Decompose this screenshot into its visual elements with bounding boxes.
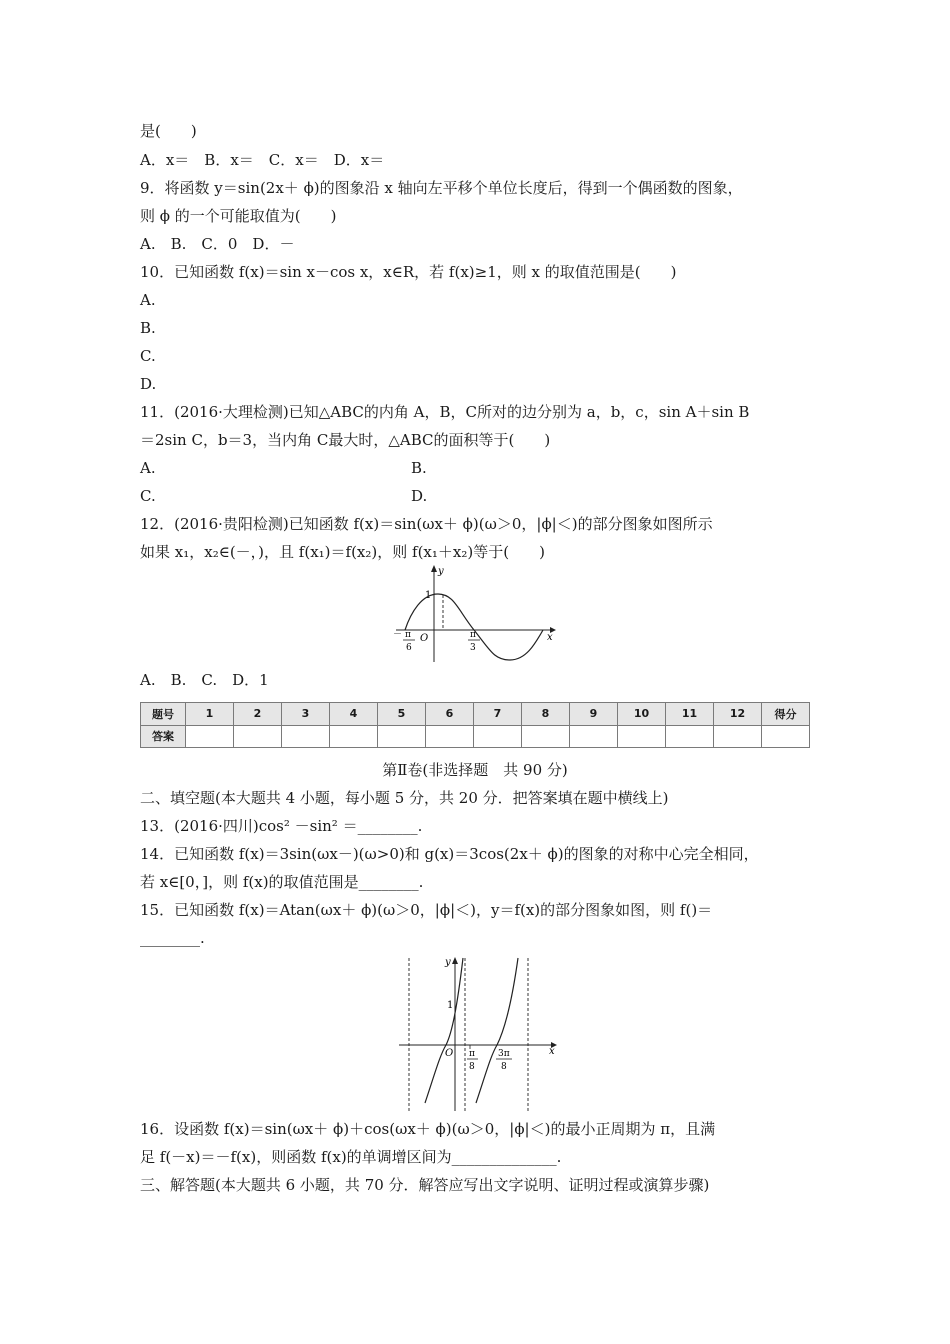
answer-table-number: 9	[570, 703, 618, 726]
answer-table-header-label: 题号	[141, 703, 186, 726]
answer-table-number: 7	[474, 703, 522, 726]
answer-cell[interactable]	[234, 725, 282, 748]
q9-stem-line1: 9．将函数 y＝sin(2x＋ ϕ)的图象沿 x 轴向左平移个单位长度后，得到一个偶函数的图象，	[140, 179, 743, 197]
tick1-denominator: 8	[469, 1062, 475, 1072]
answer-cell[interactable]	[618, 725, 666, 748]
q9-options: A. B. C．0 D．－	[140, 235, 295, 253]
tick-right-pi: π	[470, 630, 476, 640]
q15-stem-line1: 15．已知函数 f(x)＝Atan(ωx＋ ϕ)(ω＞0，|ϕ|＜)，y＝f(x)的部分图象如图，则 f()＝	[140, 901, 713, 919]
q12-stem-line2: 如果 x₁，x₂∈(－，)，且 f(x₁)＝f(x₂)，则 f(x₁＋x₂)等于( )	[140, 543, 545, 561]
answer-table-number: 6	[426, 703, 474, 726]
answer-cell[interactable]	[714, 725, 762, 748]
answer-table-number: 11	[666, 703, 714, 726]
answer-table-number: 3	[282, 703, 330, 726]
q11-option-a: A.	[140, 459, 156, 477]
q8-options: A．x＝ B．x＝ C．x＝ D．x＝	[140, 151, 385, 169]
section-ii-title: 第Ⅱ卷(非选择题 共 90 分)	[382, 761, 568, 779]
answer-table-score-label: 得分	[762, 703, 810, 726]
y-axis-label: y	[438, 566, 444, 577]
answer-table-row-label: 答案	[141, 725, 186, 748]
answer-cell[interactable]	[282, 725, 330, 748]
answer-table-number: 10	[618, 703, 666, 726]
q14-stem-line2: 若 x∈[0，]，则 f(x)的取值范围是________.	[140, 873, 424, 891]
tick-label-one: 1	[425, 590, 432, 601]
q14-stem-line1: 14．已知函数 f(x)＝3sin(ωx－)(ω>0)和 g(x)＝3cos(2x＋ ϕ)的图象的对称中心完全相同，	[140, 845, 759, 863]
tick2-pi: 3π	[498, 1049, 510, 1059]
q16-stem-line2: 足 f(－x)＝－f(x)，则函数 f(x)的单调增区间为______________.	[140, 1148, 562, 1166]
answer-table-answer-row	[141, 725, 810, 748]
q10-option-b: B.	[140, 319, 156, 337]
answer-table	[140, 702, 810, 748]
tick1-pi: π	[469, 1049, 475, 1059]
answer-table-number: 8	[522, 703, 570, 726]
tick-left-denominator: 6	[406, 643, 412, 653]
q15-tangent-graph	[395, 953, 565, 1115]
answer-cell[interactable]	[474, 725, 522, 748]
y-axis-arrow	[452, 957, 458, 964]
y-axis-label: y	[445, 957, 451, 968]
answer-cell[interactable]	[522, 725, 570, 748]
score-cell[interactable]	[762, 725, 810, 748]
tick-right-denominator: 3	[470, 643, 476, 653]
q13-stem: 13．(2016·四川)cos² －sin² ＝________.	[140, 817, 423, 835]
answer-table-number: 2	[234, 703, 282, 726]
q11-option-c: C.	[140, 487, 156, 505]
q10-option-c: C.	[140, 347, 156, 365]
answer-table-number: 1	[186, 703, 234, 726]
answer-cell[interactable]	[426, 725, 474, 748]
answer-table-number: 12	[714, 703, 762, 726]
tangent-branch-left	[425, 958, 463, 1103]
q10-option-d: D.	[140, 375, 157, 393]
tangent-branch-right	[476, 958, 518, 1103]
x-axis-label: x	[547, 632, 553, 643]
tick-left-pi: π	[405, 630, 411, 640]
q11-option-b: B.	[411, 459, 427, 477]
answer-cell[interactable]	[378, 725, 426, 748]
origin-label: O	[420, 633, 429, 644]
tick2-denominator: 8	[501, 1062, 507, 1072]
q15-stem-line2: ________.	[140, 929, 205, 947]
x-axis-label: x	[549, 1046, 555, 1057]
section-solve-heading: 三、解答题(本大题共 6 小题，共 70 分．解答应写出文字说明、证明过程或演算步骤)	[140, 1176, 710, 1194]
y-axis-arrow	[431, 565, 437, 572]
q11-option-d: D.	[411, 487, 428, 505]
tick-left-sign: －	[393, 630, 403, 640]
answer-table-number: 4	[330, 703, 378, 726]
q12-stem-line1: 12．(2016·贵阳检测)已知函数 f(x)＝sin(ωx＋ ϕ)(ω＞0，|ϕ|＜)的部分图象如图所示	[140, 515, 713, 533]
q9-stem-line2: 则 ϕ 的一个可能取值为( )	[140, 207, 337, 225]
section-fill-heading: 二、填空题(本大题共 4 小题，每小题 5 分，共 20 分．把答案填在题中横线上)	[140, 789, 669, 807]
q8-stem-end: 是( )	[140, 122, 197, 140]
answer-cell[interactable]	[186, 725, 234, 748]
answer-cell[interactable]	[330, 725, 378, 748]
tick-label-one: 1	[447, 1000, 454, 1011]
q10-option-a: A.	[140, 291, 156, 309]
q16-stem-line1: 16．设函数 f(x)＝sin(ωx＋ ϕ)＋cos(ωx＋ ϕ)(ω＞0，|ϕ|＜)的最小正周期为 π，且满	[140, 1120, 716, 1138]
q12-sine-graph	[390, 562, 565, 667]
q11-stem-line2: ＝2sin C，b＝3，当内角 C最大时，△ABC的面积等于( )	[140, 431, 551, 449]
answer-cell[interactable]	[570, 725, 618, 748]
answer-table-number: 5	[378, 703, 426, 726]
answer-cell[interactable]	[666, 725, 714, 748]
origin-label: O	[445, 1048, 454, 1059]
q12-options: A. B. C. D．1	[140, 671, 269, 689]
q10-stem: 10．已知函数 f(x)＝sin x－cos x，x∈R，若 f(x)≥1，则 x 的取值范围是( )	[140, 263, 677, 281]
answer-table-header-row	[141, 703, 810, 726]
q11-stem-line1: 11．(2016·大理检测)已知△ABC的内角 A，B，C所对的边分别为 a，b，c，sin A＋sin B	[140, 403, 750, 421]
